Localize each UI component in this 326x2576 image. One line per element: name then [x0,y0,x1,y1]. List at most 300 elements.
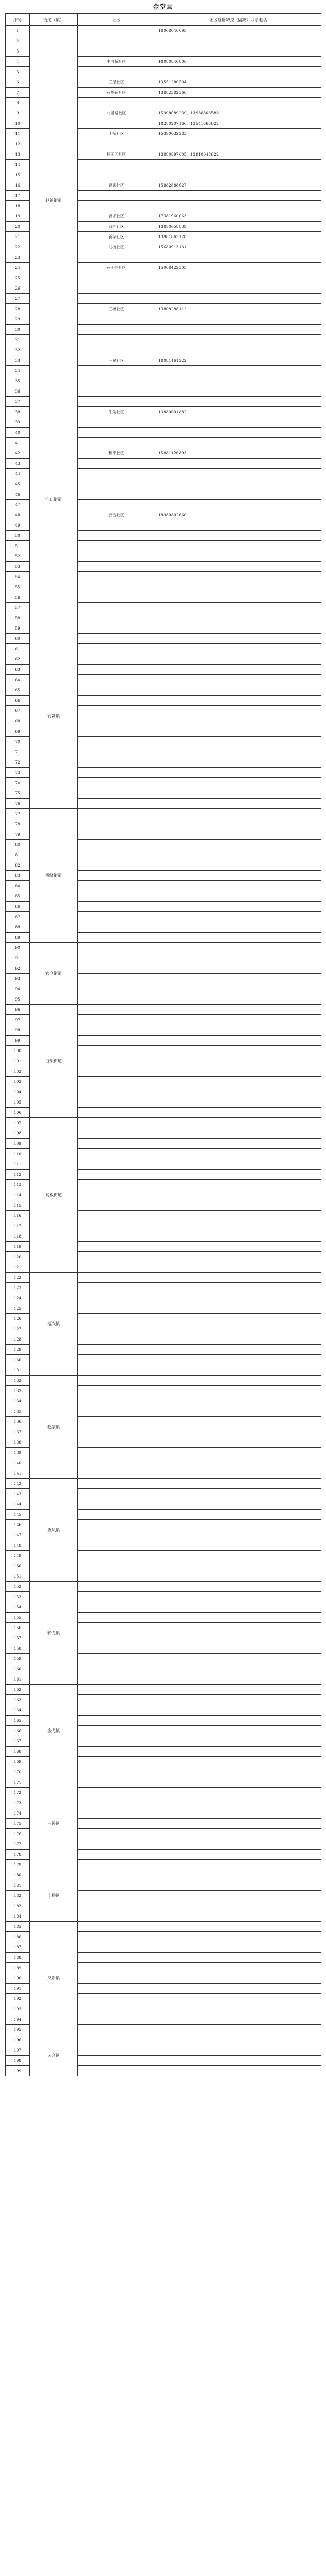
row-index: 23 [6,252,30,263]
contact-sheet [5,0,321,2076]
town-cell: 土桥镇 [30,1870,78,1922]
row-index: 179 [6,1860,30,1870]
community-cell [78,1808,155,1819]
header-phone: 社区疫情防控（隔离）联系电话 [155,14,321,26]
table-row [6,943,321,953]
community-cell [78,582,155,592]
town-cell: 高板街道 [30,1118,78,1273]
phone-cell: 17381960063 [155,211,321,222]
row-index: 187 [6,1942,30,1953]
community-cell [78,933,155,943]
phone-cell [155,623,321,634]
phone-cell [155,1437,321,1448]
community-cell [78,1664,155,1674]
phone-cell [155,46,321,57]
phone-cell [155,469,321,479]
phone-cell [155,459,321,469]
row-index: 153 [6,1592,30,1602]
community-cell [78,654,155,665]
community-cell [78,1705,155,1716]
community-cell [78,850,155,860]
community-cell [78,1376,155,1386]
community-cell [78,1922,155,1932]
phone-cell [155,1015,321,1025]
community-cell [78,2045,155,2056]
phone-cell [155,479,321,489]
town-cell: 赵镇街道 [30,26,78,376]
row-index: 79 [6,829,30,840]
row-index: 154 [6,1602,30,1613]
row-index: 11 [6,129,30,139]
row-index: 147 [6,1530,30,1540]
row-index: 169 [6,1757,30,1767]
phone-cell [155,891,321,902]
phone-cell [155,788,321,799]
community-cell [78,335,155,345]
phone-cell [155,1540,321,1551]
phone-cell [155,1932,321,1942]
row-index: 91 [6,953,30,963]
row-index: 90 [6,943,30,953]
phone-cell [155,1005,321,1015]
community-cell: 三星社区 [78,77,155,88]
community-cell [78,520,155,531]
phone-cell: 15882888627 [155,180,321,191]
row-index: 80 [6,840,30,850]
phone-cell [155,438,321,448]
community-cell: 曹坝社区 [78,211,155,222]
community-cell [78,685,155,696]
community-cell [78,737,155,747]
table-row [6,1777,321,1788]
row-index: 184 [6,1911,30,1922]
row-index: 175 [6,1819,30,1829]
community-cell [78,1324,155,1334]
row-index: 7 [6,88,30,98]
phone-cell [155,953,321,963]
community-cell [78,1777,155,1788]
row-index: 130 [6,1355,30,1365]
phone-cell [155,1777,321,1788]
phone-cell: 18280207166，13541666622 [155,118,321,129]
row-index: 159 [6,1654,30,1664]
community-cell [78,788,155,799]
community-cell [78,1551,155,1561]
town-cell: 转龙镇 [30,1582,78,1685]
row-index: 56 [6,592,30,603]
row-index: 114 [6,1190,30,1200]
community-cell [78,1994,155,2004]
row-index: 69 [6,726,30,737]
phone-cell [155,1674,321,1685]
community-cell [78,531,155,541]
phone-cell [155,139,321,149]
community-cell [78,644,155,654]
phone-cell [155,1571,321,1582]
row-index: 47 [6,500,30,510]
community-cell [78,1819,155,1829]
community-cell [78,1283,155,1293]
header-town: 街道（镇） [30,14,78,26]
row-index: 58 [6,613,30,623]
phone-cell: 13880658839 [155,222,321,232]
phone-cell [155,1324,321,1334]
row-index: 88 [6,922,30,933]
table-row [6,1582,321,1592]
row-index: 66 [6,696,30,706]
phone-cell [155,1839,321,1850]
community-cell: 曹家社区 [78,180,155,191]
phone-cell [155,2056,321,2066]
phone-cell [155,1159,321,1170]
community-cell [78,1984,155,1994]
phone-cell [155,170,321,180]
row-index: 134 [6,1396,30,1406]
row-index: 75 [6,788,30,799]
community-cell [78,46,155,57]
phone-cell [155,1798,321,1808]
row-index: 120 [6,1252,30,1262]
phone-cell [155,489,321,500]
row-index: 150 [6,1561,30,1571]
community-cell [78,1087,155,1097]
row-index: 92 [6,963,30,974]
town-cell: 赵家镇 [30,1376,78,1479]
phone-cell [155,582,321,592]
community-cell [78,963,155,974]
phone-cell [155,2004,321,2014]
row-index: 190 [6,1973,30,1984]
row-index: 81 [6,850,30,860]
row-index: 144 [6,1499,30,1510]
row-index: 94 [6,984,30,994]
phone-cell [155,1551,321,1561]
row-index: 127 [6,1324,30,1334]
phone-cell [155,1149,321,1159]
row-index: 86 [6,902,30,912]
community-cell [78,1870,155,1880]
community-cell [78,1386,155,1396]
phone-cell [155,1747,321,1757]
community-cell [78,1066,155,1077]
phone-cell [155,252,321,263]
row-index: 183 [6,1901,30,1911]
community-cell [78,36,155,46]
community-cell [78,1159,155,1170]
phone-cell [155,1211,321,1221]
community-cell [78,1036,155,1046]
phone-cell [155,201,321,211]
phone-cell [155,860,321,871]
community-cell [78,943,155,953]
town-cell: 又新镇 [30,1922,78,2035]
phone-cell [155,809,321,819]
community-cell [78,1942,155,1953]
row-index: 31 [6,335,30,345]
community-cell [78,252,155,263]
community-cell [78,273,155,283]
table-row [6,1273,321,1283]
phone-cell [155,974,321,984]
row-index: 103 [6,1077,30,1087]
phone-cell: 15908089239，13980808588 [155,108,321,118]
community-cell [78,1788,155,1798]
community-cell [78,2066,155,2076]
phone-cell [155,1468,321,1479]
row-index: 137 [6,1427,30,1437]
phone-cell [155,881,321,891]
phone-cell: 15390032283 [155,129,321,139]
row-index: 28 [6,304,30,314]
community-cell [78,1880,155,1891]
community-cell [78,1242,155,1252]
community-cell [78,1798,155,1808]
phone-cell [155,799,321,809]
phone-cell [155,572,321,582]
row-index: 189 [6,1963,30,1973]
community-cell: 刘桥社区 [78,242,155,252]
row-index: 164 [6,1705,30,1716]
row-index: 176 [6,1829,30,1839]
community-cell [78,634,155,644]
phone-cell [155,562,321,572]
row-index: 149 [6,1551,30,1561]
community-cell [78,1056,155,1066]
table-header-row [6,14,321,26]
phone-cell [155,1108,321,1118]
community-cell [78,1530,155,1540]
community-cell [78,1571,155,1582]
row-index: 22 [6,242,30,252]
community-cell [78,1139,155,1149]
phone-cell [155,747,321,757]
community-cell [78,1602,155,1613]
phone-cell [155,500,321,510]
row-index: 126 [6,1314,30,1324]
phone-cell [155,397,321,407]
table-row [6,26,321,36]
phone-cell [155,1994,321,2004]
row-index: 131 [6,1365,30,1376]
phone-cell [155,1963,321,1973]
row-index: 96 [6,1005,30,1015]
phone-cell [155,1417,321,1427]
phone-cell [155,1736,321,1747]
community-cell [78,345,155,355]
phone-cell [155,2035,321,2045]
community-cell [78,1170,155,1180]
phone-cell [155,283,321,294]
row-index: 48 [6,510,30,520]
row-index: 27 [6,294,30,304]
phone-cell [155,1190,321,1200]
row-index: 173 [6,1798,30,1808]
phone-cell [155,541,321,551]
row-index: 143 [6,1489,30,1499]
phone-cell: 18081161222 [155,355,321,366]
row-index: 196 [6,2035,30,2045]
phone-cell: 15881126893 [155,448,321,459]
community-cell [78,1839,155,1850]
community-cell [78,994,155,1005]
row-index: 44 [6,469,30,479]
row-index: 26 [6,283,30,294]
row-index: 102 [6,1066,30,1077]
row-index: 145 [6,1510,30,1520]
community-cell [78,1149,155,1159]
row-index: 62 [6,654,30,665]
row-index: 100 [6,1046,30,1056]
community-cell [78,118,155,129]
row-index: 108 [6,1128,30,1139]
row-index: 2 [6,36,30,46]
phone-cell [155,634,321,644]
row-index: 55 [6,582,30,592]
row-index: 107 [6,1118,30,1128]
row-index: 65 [6,685,30,696]
row-index: 119 [6,1242,30,1252]
community-cell [78,819,155,829]
row-index: 132 [6,1376,30,1386]
row-index: 177 [6,1839,30,1850]
phone-cell [155,1953,321,1963]
row-index: 34 [6,366,30,376]
phone-cell [155,1448,321,1458]
community-cell [78,417,155,428]
community-cell [78,726,155,737]
row-index: 138 [6,1437,30,1448]
row-index: 146 [6,1520,30,1530]
community-cell [78,366,155,376]
phone-cell [155,531,321,541]
phone-cell [155,520,321,531]
phone-cell: 13880897005，13910048622 [155,149,321,160]
row-index: 51 [6,541,30,551]
row-index: 185 [6,1922,30,1932]
table-row [6,2035,321,2045]
row-index: 111 [6,1159,30,1170]
row-index: 67 [6,706,30,716]
row-index: 174 [6,1808,30,1819]
table-body [6,26,321,2076]
community-cell [78,572,155,582]
community-cell [78,1180,155,1190]
community-cell [78,1726,155,1736]
row-index: 105 [6,1097,30,1108]
community-cell [78,397,155,407]
row-index: 97 [6,1015,30,1025]
table-row [6,1118,321,1128]
community-cell [78,716,155,726]
community-cell [78,191,155,201]
row-index: 98 [6,1025,30,1036]
town-cell: 淮口街道 [30,376,78,623]
row-index: 24 [6,263,30,273]
community-cell: 三星社区 [78,355,155,366]
community-cell [78,1860,155,1870]
phone-cell [155,613,321,623]
community-cell [78,1417,155,1427]
phone-cell [155,1767,321,1777]
row-index: 161 [6,1674,30,1685]
row-index: 25 [6,273,30,283]
row-index: 156 [6,1623,30,1633]
phone-cell [155,603,321,613]
phone-cell [155,1870,321,1880]
community-cell [78,2025,155,2035]
page-title: 金堂县 [153,3,173,10]
row-index: 64 [6,675,30,685]
community-cell [78,1973,155,1984]
community-cell [78,1963,155,1973]
phone-cell [155,757,321,768]
row-index: 33 [6,355,30,366]
phone-cell [155,1530,321,1540]
community-cell: 石子井社区 [78,263,155,273]
community-cell [78,1334,155,1345]
phone-cell [155,685,321,696]
community-cell [78,1932,155,1942]
row-index: 84 [6,881,30,891]
row-index: 38 [6,407,30,417]
community-cell: 牛角社区 [78,407,155,417]
phone-cell: 18008046095 [155,26,321,36]
row-index: 140 [6,1458,30,1468]
row-index: 166 [6,1726,30,1736]
community-cell [78,1252,155,1262]
phone-cell [155,1376,321,1386]
row-index: 49 [6,520,30,531]
phone-cell [155,314,321,325]
community-cell [78,1499,155,1510]
phone-cell [155,1252,321,1262]
community-cell [78,1200,155,1211]
community-cell [78,139,155,149]
community-cell [78,912,155,922]
row-index: 21 [6,232,30,242]
row-index: 121 [6,1262,30,1273]
phone-cell [155,1303,321,1314]
community-cell [78,325,155,335]
phone-cell [155,1345,321,1355]
row-index: 76 [6,799,30,809]
phone-cell [155,1293,321,1303]
row-index: 20 [6,222,30,232]
phone-cell [155,675,321,685]
row-index: 109 [6,1139,30,1149]
phone-cell [155,1757,321,1767]
community-cell [78,1891,155,1901]
community-cell [78,314,155,325]
row-index: 167 [6,1736,30,1747]
community-cell: 中河桥社区 [78,57,155,67]
community-cell [78,1592,155,1602]
community-cell [78,1643,155,1654]
phone-cell [155,902,321,912]
community-cell [78,1540,155,1551]
row-index: 191 [6,1984,30,1994]
row-index: 50 [6,531,30,541]
phone-cell [155,1520,321,1530]
community-cell [78,500,155,510]
header-community: 社区 [78,14,155,26]
row-index: 181 [6,1880,30,1891]
community-cell [78,1396,155,1406]
row-index: 135 [6,1406,30,1417]
phone-cell [155,696,321,706]
community-cell: 土桥社区 [78,129,155,139]
phone-cell [155,1499,321,1510]
